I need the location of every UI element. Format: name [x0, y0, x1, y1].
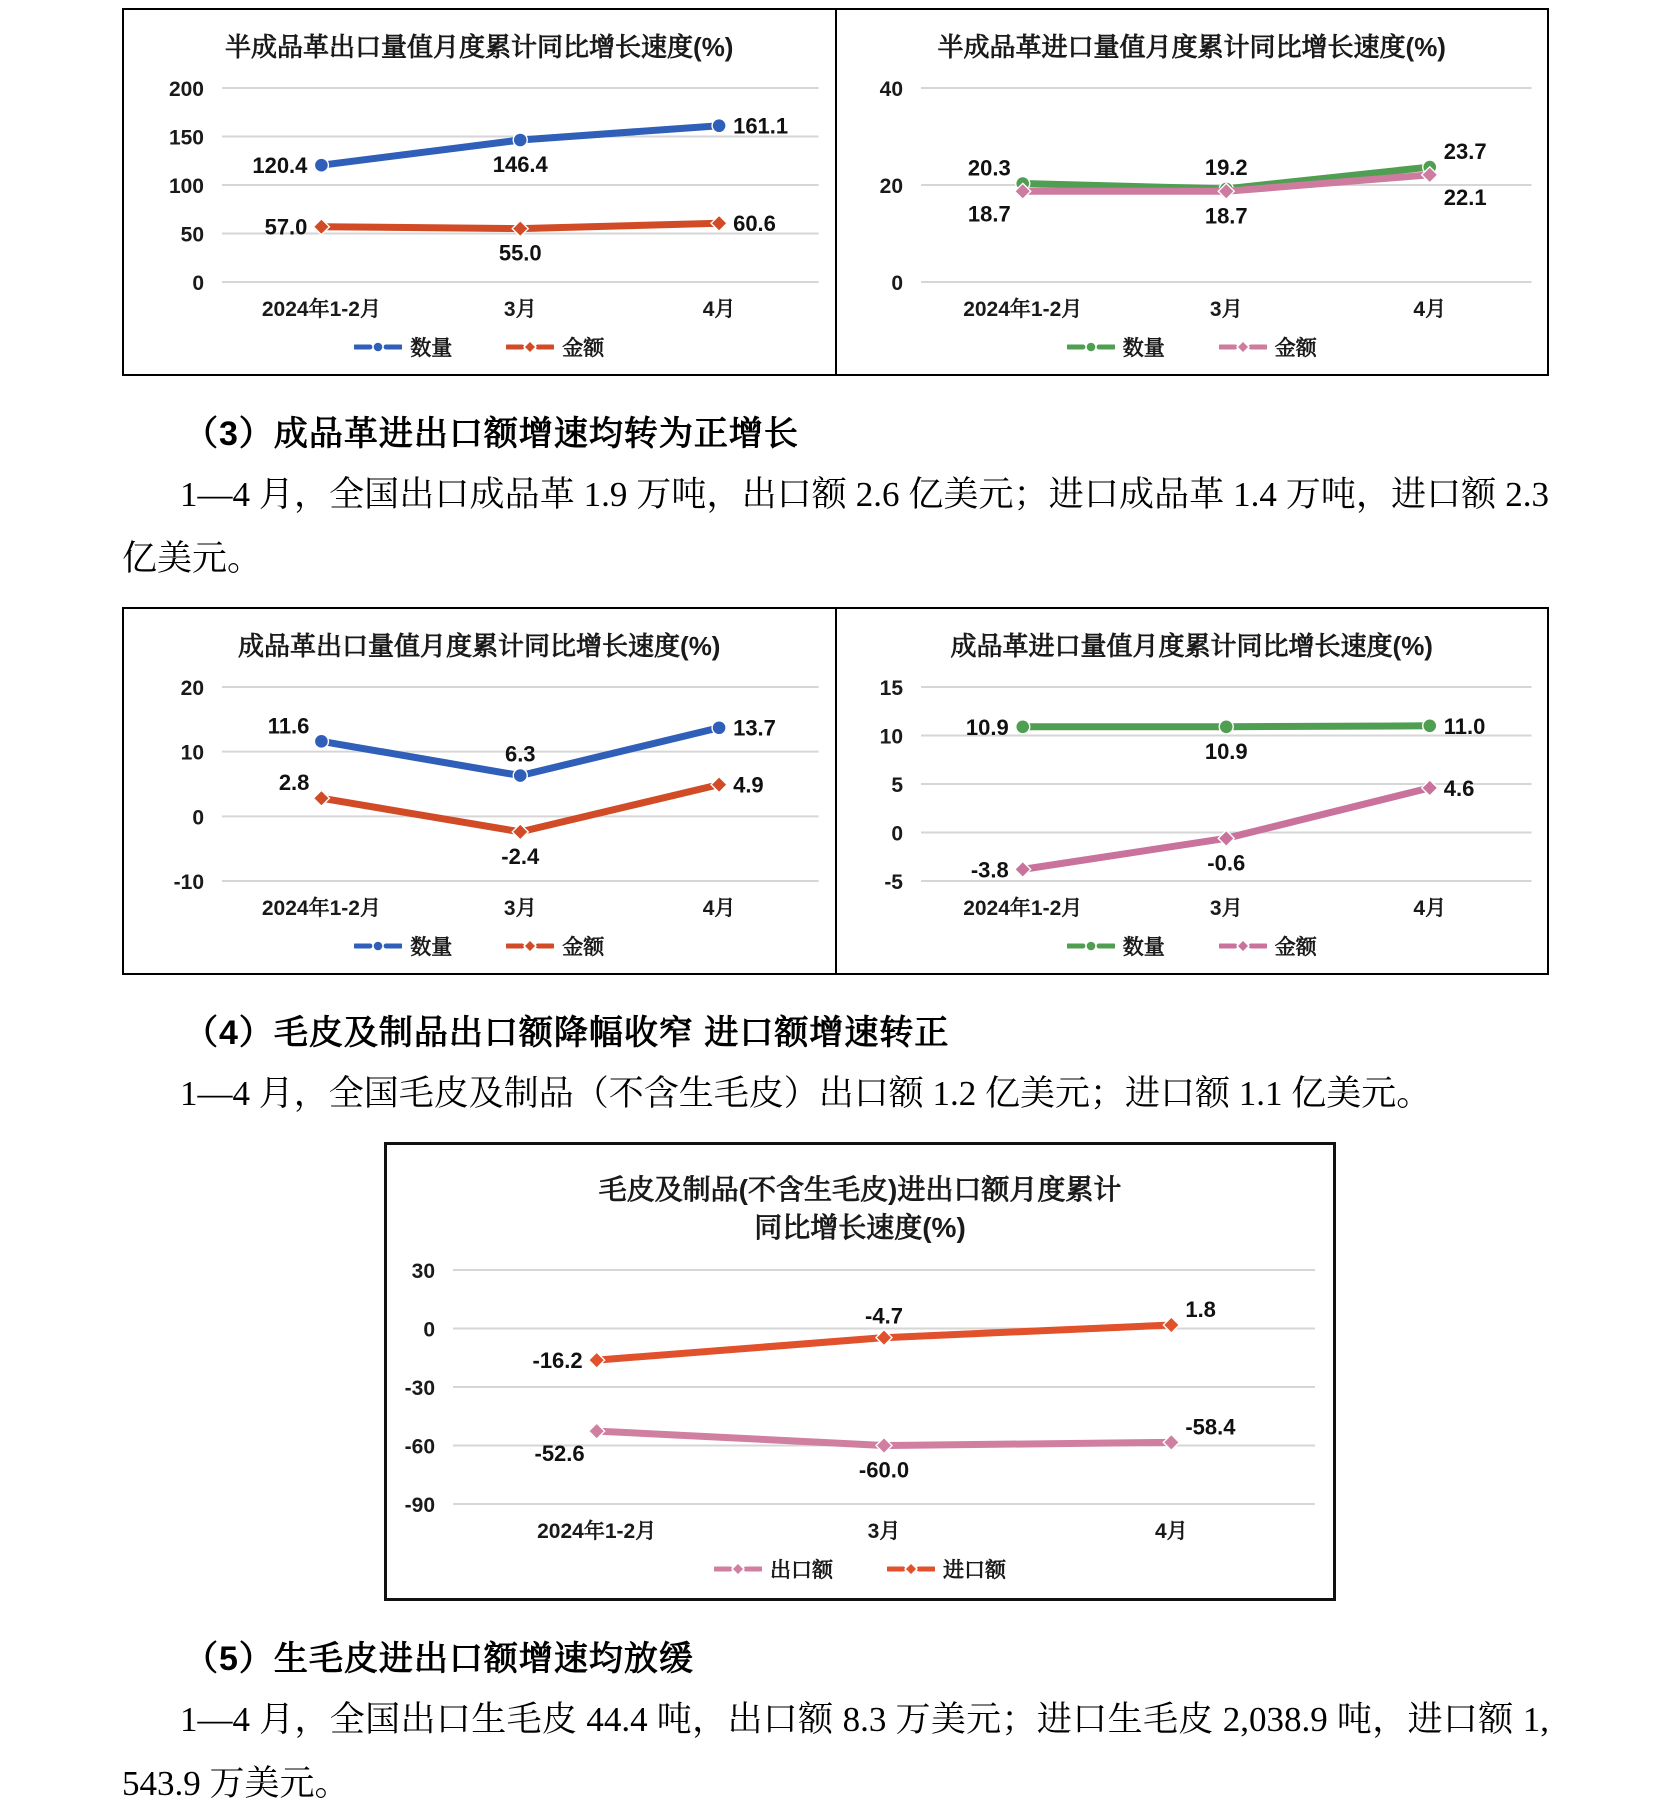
svg-text:-58.4: -58.4 — [1185, 1414, 1236, 1440]
svg-text:2.8: 2.8 — [278, 769, 310, 795]
section-3-paragraph: 1—4 月，全国出口成品革 1.9 万吨，出口额 2.6 亿美元；进口成品革 1.4 万吨，进口额 2.3 亿美元。 — [122, 474, 1549, 578]
line-chart — [839, 72, 1546, 328]
svg-text:10.9: 10.9 — [965, 714, 1009, 740]
legend-label: 出口额 — [770, 1559, 833, 1582]
svg-text:5: 5 — [890, 773, 903, 797]
svg-text:2024年1-2月: 2024年1-2月 — [261, 297, 381, 321]
chart-finished-import — [835, 609, 1548, 973]
line-chart — [126, 72, 833, 328]
chart-box-fur-products — [384, 1142, 1336, 1601]
legend-item-金额 — [506, 931, 604, 961]
chart-title: 毛皮及制品(不含生毛皮)进出口额月度累计同比增长速度(%) — [598, 1173, 1122, 1244]
svg-text:22.1: 22.1 — [1443, 184, 1487, 210]
legend-label: 数量 — [410, 336, 453, 360]
chart-legend — [391, 1550, 1329, 1596]
circle-line-swatch — [354, 339, 402, 355]
svg-text:-90: -90 — [404, 1494, 435, 1517]
legend-item-金额 — [1219, 931, 1317, 961]
svg-text:10: 10 — [879, 725, 903, 749]
svg-text:2024年1-2月: 2024年1-2月 — [962, 297, 1082, 321]
legend-label: 数量 — [410, 935, 453, 959]
section-5-heading: （5）生毛皮进出口额增速均放缓 — [184, 1640, 694, 1678]
chart-legend — [839, 927, 1546, 973]
svg-text:2024年1-2月: 2024年1-2月 — [537, 1520, 657, 1543]
svg-text:55.0: 55.0 — [498, 240, 542, 266]
svg-text:57.0: 57.0 — [264, 214, 308, 240]
circle-line-swatch — [354, 938, 402, 954]
svg-text:4月: 4月 — [1412, 896, 1446, 920]
svg-text:11.6: 11.6 — [267, 713, 310, 739]
legend-label: 数量 — [1122, 935, 1165, 959]
chart-semi-finished-import — [835, 10, 1548, 374]
legend-label: 金额 — [562, 935, 605, 959]
svg-text:30: 30 — [411, 1260, 435, 1283]
legend-item-进口额 — [887, 1554, 1006, 1584]
svg-text:4月: 4月 — [1154, 1520, 1188, 1543]
svg-text:4月: 4月 — [702, 297, 736, 321]
svg-text:0: 0 — [890, 822, 903, 846]
legend-item-数量 — [354, 931, 452, 961]
svg-text:10.9: 10.9 — [1204, 738, 1248, 764]
chart-legend — [839, 328, 1546, 374]
svg-text:18.7: 18.7 — [1204, 203, 1248, 229]
svg-text:3月: 3月 — [503, 297, 537, 321]
diamond-line-swatch — [506, 938, 554, 954]
svg-text:11.0: 11.0 — [1443, 713, 1485, 739]
section-3-heading: （3）成品革进出口额增速均转为正增长 — [184, 414, 799, 453]
chart-title: 半成品革出口量值月度累计同比增长速度(%) — [225, 32, 734, 62]
section-4-paragraph: 1—4 月，全国毛皮及制品（不含生毛皮）出口额 1.2 亿美元；进口额 1.1 亿美元。 — [180, 1073, 1432, 1113]
chart-title: 半成品革进口量值月度累计同比增长速度(%) — [937, 32, 1446, 62]
legend-label: 进口额 — [943, 1559, 1006, 1582]
diamond-line-swatch — [506, 339, 554, 355]
svg-text:-60: -60 — [404, 1435, 435, 1459]
svg-text:120.4: 120.4 — [252, 153, 308, 179]
svg-text:-10: -10 — [173, 870, 204, 894]
svg-text:40: 40 — [879, 77, 903, 101]
svg-text:18.7: 18.7 — [967, 201, 1011, 227]
svg-text:4.6: 4.6 — [1443, 775, 1474, 801]
svg-text:-5: -5 — [883, 870, 903, 894]
chart-legend — [126, 927, 833, 973]
legend-label: 数量 — [1122, 336, 1165, 360]
legend-label: 金额 — [1274, 336, 1317, 360]
svg-text:15: 15 — [879, 676, 903, 700]
svg-text:-0.6: -0.6 — [1206, 850, 1245, 876]
svg-text:10: 10 — [180, 741, 204, 765]
svg-text:3月: 3月 — [1209, 896, 1243, 920]
svg-text:3月: 3月 — [867, 1520, 901, 1543]
chart-fur-products — [387, 1145, 1333, 1598]
svg-text:146.4: 146.4 — [492, 151, 548, 177]
chart-semi-finished-export — [124, 10, 835, 374]
svg-text:50: 50 — [180, 223, 204, 247]
svg-text:161.1: 161.1 — [733, 113, 789, 139]
diamond-line-swatch — [1219, 938, 1267, 954]
diamond-line-swatch — [714, 1561, 762, 1577]
svg-text:20.3: 20.3 — [967, 155, 1011, 181]
svg-text:1.8: 1.8 — [1185, 1296, 1216, 1322]
svg-text:150: 150 — [168, 126, 204, 150]
chart-title: 成品革进口量值月度累计同比增长速度(%) — [950, 630, 1433, 661]
diamond-line-swatch — [1219, 339, 1267, 355]
legend-item-数量 — [1067, 332, 1165, 362]
diamond-line-swatch — [887, 1561, 935, 1577]
svg-text:4.9: 4.9 — [733, 772, 764, 798]
legend-item-出口额 — [714, 1554, 833, 1584]
svg-text:-3.8: -3.8 — [970, 857, 1009, 883]
chart-legend — [126, 328, 833, 374]
svg-text:-60.0: -60.0 — [858, 1457, 910, 1483]
line-chart — [391, 1254, 1329, 1550]
svg-text:20: 20 — [180, 676, 204, 700]
chart-row-semi-finished-leather — [122, 8, 1549, 376]
chart-row-finished-leather — [122, 607, 1549, 975]
svg-text:4月: 4月 — [1412, 297, 1446, 321]
svg-text:3月: 3月 — [503, 896, 537, 920]
chart-title: 成品革出口量值月度累计同比增长速度(%) — [238, 630, 721, 661]
svg-text:100: 100 — [168, 174, 204, 198]
svg-text:0: 0 — [423, 1318, 435, 1342]
section-4-heading: （4）毛皮及制品出口额降幅收窄 进口额增速转正 — [184, 1013, 950, 1052]
svg-text:13.7: 13.7 — [733, 715, 776, 741]
svg-text:-4.7: -4.7 — [865, 1303, 903, 1329]
svg-text:-52.6: -52.6 — [534, 1441, 585, 1467]
legend-item-金额 — [506, 332, 604, 362]
circle-line-swatch — [1067, 339, 1115, 355]
legend-label: 金额 — [1274, 935, 1317, 959]
line-chart — [839, 671, 1546, 927]
svg-text:2024年1-2月: 2024年1-2月 — [261, 896, 381, 920]
svg-text:0: 0 — [192, 806, 204, 830]
line-chart — [126, 671, 833, 927]
legend-item-金额 — [1219, 332, 1317, 362]
svg-text:4月: 4月 — [702, 896, 736, 920]
legend-item-数量 — [354, 332, 452, 362]
section-5-paragraph: 1—4 月，全国出口生毛皮 44.4 吨，出口额 8.3 万美元；进口生毛皮 2,038.9 吨，进口额 1,543.9 万美元。 — [122, 1700, 1549, 1803]
svg-text:-30: -30 — [404, 1377, 435, 1400]
svg-text:-16.2: -16.2 — [532, 1348, 583, 1374]
svg-text:2024年1-2月: 2024年1-2月 — [962, 896, 1082, 920]
svg-text:19.2: 19.2 — [1204, 154, 1248, 180]
circle-line-swatch — [1067, 938, 1115, 954]
svg-text:0: 0 — [890, 271, 903, 295]
legend-label: 金额 — [562, 336, 605, 360]
svg-text:60.6: 60.6 — [733, 211, 776, 237]
svg-text:3月: 3月 — [1209, 297, 1243, 321]
svg-text:23.7: 23.7 — [1443, 138, 1487, 164]
svg-text:200: 200 — [168, 77, 204, 101]
svg-text:20: 20 — [879, 174, 903, 198]
legend-item-数量 — [1067, 931, 1165, 961]
svg-text:6.3: 6.3 — [504, 741, 536, 767]
svg-text:0: 0 — [192, 271, 204, 295]
chart-finished-export — [124, 609, 835, 973]
svg-text:-2.4: -2.4 — [501, 843, 540, 869]
